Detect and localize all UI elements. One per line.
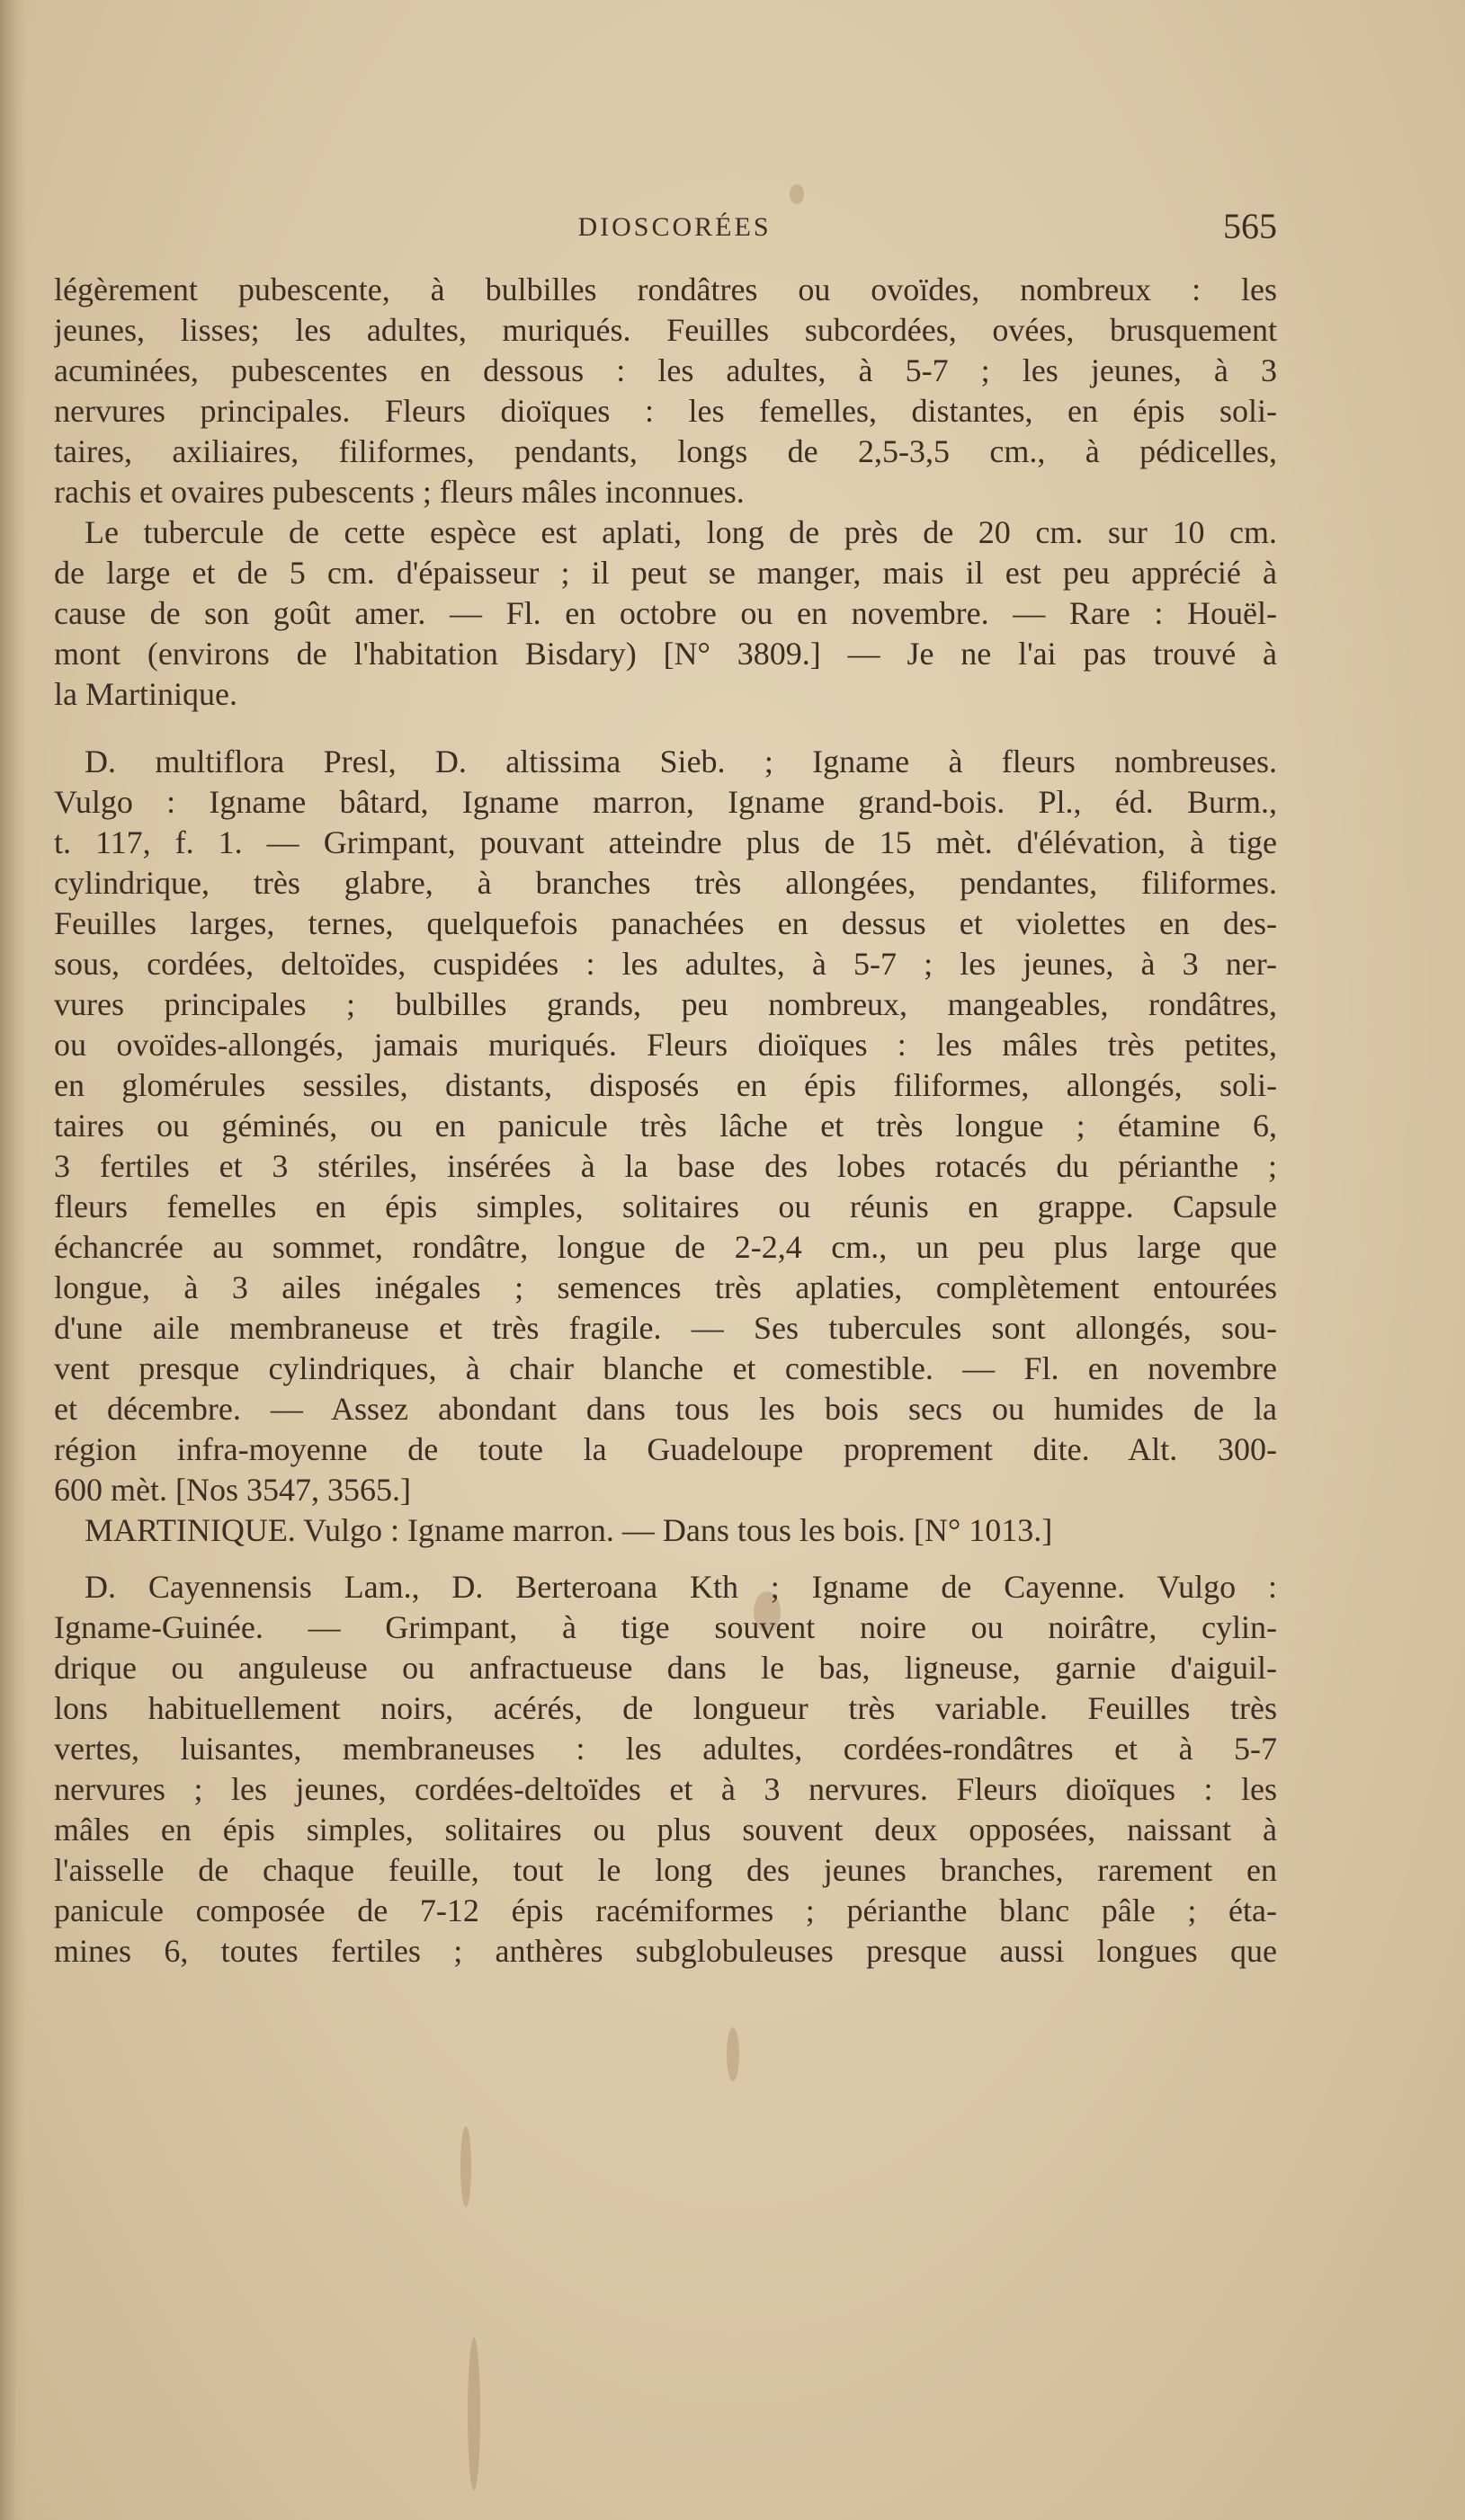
- text-line: D. Cayennensis Lam., D. Berteroana Kth ; Igname de Cayenne. Vulgo :: [85, 1569, 1277, 1605]
- text-line: vures principales ; bulbilles grands, peu nombreux, mangeables, rondâtres,: [54, 986, 1277, 1022]
- foxing-stain: [727, 2027, 739, 2081]
- text-line: et décembre. — Assez abondant dans tous les bois secs ou humides de la: [54, 1391, 1277, 1427]
- body-text: [54, 270, 1277, 1972]
- text-line: MARTINIQUE. Vulgo : Igname marron. — Dans tous les bois. [N° 1013.]: [85, 1512, 1053, 1548]
- paragraph-martinique: [54, 1510, 1277, 1551]
- paragraph-spacer: [54, 715, 1277, 742]
- page-gutter-edge: [0, 0, 27, 2520]
- text-line: d'une aile membraneuse et très fragile. — Ses tubercules sont allongés, sou-: [54, 1310, 1277, 1346]
- text-line: région infra-moyenne de toute la Guadeloupe proprement dite. Alt. 300-: [54, 1431, 1277, 1467]
- paragraph-continuation: [54, 270, 1277, 512]
- text-line: longue, à 3 ailes inégales ; semences très aplaties, complètement entourées: [54, 1269, 1277, 1305]
- text-line: ou ovoïdes-allongés, jamais muriqués. Fleurs dioïques : les mâles très petites,: [54, 1027, 1277, 1063]
- text-line: mines 6, toutes fertiles ; anthères subglobuleuses presque aussi longues que: [54, 1933, 1277, 1969]
- text-line: drique ou anguleuse ou anfractueuse dans le bas, ligneuse, garnie d'aiguil-: [54, 1650, 1277, 1686]
- text-line: de large et de 5 cm. d'épaisseur ; il peut se manger, mais il est peu apprécié à: [54, 555, 1277, 591]
- text-line: fleurs femelles en épis simples, solitaires ou réunis en grappe. Capsule: [54, 1189, 1277, 1224]
- text-line: cylindrique, très glabre, à branches très allongées, pendantes, filiformes.: [54, 865, 1277, 901]
- text-line: Vulgo : Igname bâtard, Igname marron, Igname grand-bois. Pl., éd. Burm.,: [54, 784, 1277, 820]
- text-line: nervures ; les jeunes, cordées-deltoïdes et à 3 nervures. Fleurs dioïques : les: [54, 1771, 1277, 1807]
- page-header: [72, 200, 1277, 245]
- foxing-stain: [460, 2126, 471, 2207]
- running-head: DIOSCORÉES: [577, 212, 772, 242]
- text-line: légèrement pubescente, à bulbilles rondâtres ou ovoïdes, nombreux : les: [54, 272, 1277, 307]
- text-line: D. multiflora Presl, D. altissima Sieb. ; Igname à fleurs nombreuses.: [85, 744, 1277, 779]
- text-line: vent presque cylindriques, à chair blanche et comestible. — Fl. en novembre: [54, 1350, 1277, 1386]
- text-line: t. 117, f. 1. — Grimpant, pouvant atteindre plus de 15 mèt. d'élévation, à tige: [54, 824, 1277, 860]
- text-line: panicule composée de 7-12 épis racémiformes ; périanthe blanc pâle ; éta-: [54, 1892, 1277, 1928]
- text-line: Igname-Guinée. — Grimpant, à tige souvent noire ou noirâtre, cylin-: [54, 1609, 1277, 1645]
- paragraph-tubercle: [54, 512, 1277, 715]
- text-line: lons habituellement noirs, acérés, de longueur très variable. Feuilles très: [54, 1690, 1277, 1726]
- text-line: sous, cordées, deltoïdes, cuspidées : les adultes, à 5-7 ; les jeunes, à 3 ner-: [54, 946, 1277, 982]
- text-line: la Martinique.: [54, 676, 237, 712]
- text-line: taires ou géminés, ou en panicule très lâche et très longue ; étamine 6,: [54, 1108, 1277, 1144]
- foxing-stain: [468, 2337, 480, 2490]
- text-line: vertes, luisantes, membraneuses : les adultes, cordées-rondâtres et à 5-7: [54, 1731, 1277, 1767]
- text-line: Feuilles larges, ternes, quelquefois panachées en dessus et violettes en des-: [54, 905, 1277, 941]
- paragraph-multiflora: [54, 742, 1277, 1510]
- text-line: Le tubercule de cette espèce est aplati, long de près de 20 cm. sur 10 cm.: [85, 514, 1277, 550]
- text-line: mont (environs de l'habitation Bisdary) [N° 3809.] — Je ne l'ai pas trouvé à: [54, 636, 1277, 672]
- text-line: cause de son goût amer. — Fl. en octobre ou en novembre. — Rare : Houël-: [54, 595, 1277, 631]
- paragraph-cayennensis: [54, 1567, 1277, 1972]
- text-line: l'aisselle de chaque feuille, tout le long des jeunes branches, rarement en: [54, 1852, 1277, 1888]
- text-line: taires, axiliaires, filiformes, pendants, longs de 2,5-3,5 cm., à pédicelles,: [54, 433, 1277, 469]
- text-line: rachis et ovaires pubescents ; fleurs mâles inconnues.: [54, 474, 745, 510]
- page-number: 565: [1223, 206, 1277, 246]
- text-line: mâles en épis simples, solitaires ou plus souvent deux opposées, naissant à: [54, 1812, 1277, 1848]
- text-line: jeunes, lisses; les adultes, muriqués. Feuilles subcordées, ovées, brusquement: [54, 312, 1277, 348]
- text-line: nervures principales. Fleurs dioïques : les femelles, distantes, en épis soli-: [54, 393, 1277, 429]
- text-line: 600 mèt. [Nos 3547, 3565.]: [54, 1472, 411, 1508]
- text-line: échancrée au sommet, rondâtre, longue de 2-2,4 cm., un peu plus large que: [54, 1229, 1277, 1265]
- paragraph-spacer: [54, 1551, 1277, 1567]
- text-line: acuminées, pubescentes en dessous : les adultes, à 5-7 ; les jeunes, à 3: [54, 352, 1277, 388]
- text-line: en glomérules sessiles, distants, disposés en épis filiformes, allongés, soli-: [54, 1067, 1277, 1103]
- text-line: 3 fertiles et 3 stériles, insérées à la base des lobes rotacés du périanthe ;: [54, 1148, 1277, 1184]
